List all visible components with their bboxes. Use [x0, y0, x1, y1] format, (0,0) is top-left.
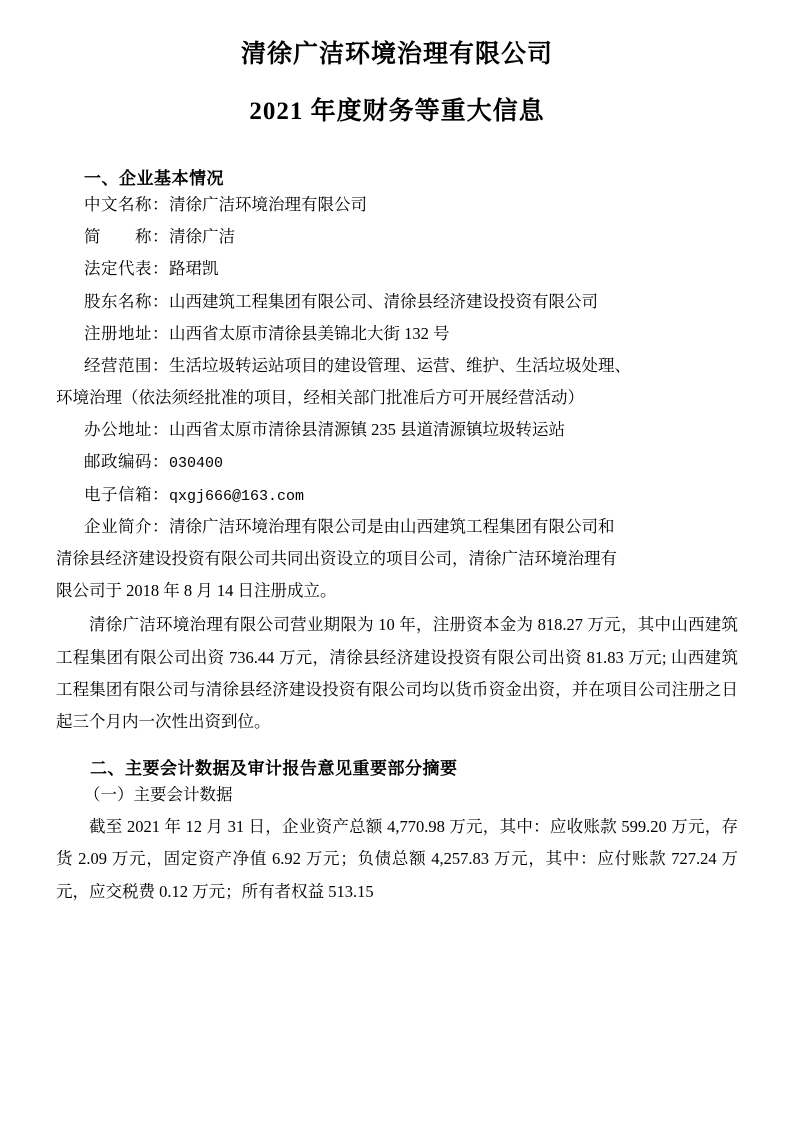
field-value: 清徐广洁环境治理有限公司 — [169, 195, 367, 214]
field-label: 简 称： — [84, 227, 169, 247]
field-value: 路珺凯 — [169, 259, 219, 279]
page-title-line-1: 清徐广洁环境治理有限公司 — [240, 41, 553, 68]
field-office-address — [56, 414, 738, 446]
field-value: 山西建筑工程集团有限公司、清徐县经济建设投资有限公司 — [169, 291, 598, 311]
field-value: 山西省太原市清徐县美锦北大街 132 号 — [169, 323, 450, 343]
field-business-scope-line-2: 环境治理（依法须经批准的项目，经相关部门批准后方可开展经营活动） — [56, 388, 584, 408]
field-value: 030400 — [169, 455, 224, 473]
field-registered-address — [56, 318, 738, 350]
field-value: 山西省太原市清徐县清源镇 235 县道清源镇垃圾转运站 — [169, 420, 565, 440]
field-value: 清徐广洁环境治理有限公司是由山西建筑工程集团有限公司和 — [169, 516, 615, 536]
field-value: qxgj666@163.com — [169, 487, 305, 505]
field-label: 法定代表： — [84, 259, 169, 279]
field-label: 企业简介： — [84, 516, 169, 536]
company-profile-line-2: 清徐县经济建设投资有限公司共同出资设立的项目公司，清徐广洁环境治理有 — [56, 549, 617, 569]
field-business-scope-line-1 — [56, 350, 738, 382]
field-email — [56, 479, 738, 511]
field-label: 办公地址： — [84, 420, 169, 440]
field-label: 电子信箱： — [84, 484, 169, 504]
company-profile-line-3: 限公司于 2018 年 8 月 14 日注册成立。 — [56, 581, 337, 601]
field-label: 邮政编码： — [84, 452, 169, 472]
section-heading-company-basics: 一、企业基本情况 — [84, 169, 224, 188]
page-title-line-2: 2021 年度财务等重大信息 — [249, 98, 545, 125]
field-short-name — [56, 221, 738, 253]
field-label: 中文名称： — [84, 195, 169, 214]
field-postal-code — [56, 446, 738, 478]
field-label: 股东名称： — [84, 291, 169, 311]
field-legal-representative — [56, 253, 738, 285]
field-label: 经营范围： — [84, 355, 169, 375]
field-chinese-name — [56, 189, 738, 221]
registered-capital-paragraph: 清徐广洁环境治理有限公司营业期限为 10 年，注册资本金为 818.27 万元，其中山西建筑工程集团有限公司出资 736.44 万元，清徐县经济建设投资有限公司出资 81.83 万元; 山西建筑工程集团有限公司与清徐县经济建设投资有限公司均以货币资金出资，并在项目公司注册之日起三个月内一次性出资到位。 — [56, 615, 738, 731]
sub-heading-main-accounting-data: （一）主要会计数据 — [84, 785, 233, 805]
accounting-data-paragraph: 截至 2021 年 12 月 31 日，企业资产总额 4,770.98 万元，其中：应收账款 599.20 万元，存货 2.09 万元，固定资产净值 6.92 万元；负债总额 4,257.83 万元，其中：应付账款 727.24 万元，应交税费 0.12 万元；所有者权益 513.15 — [56, 817, 738, 901]
field-company-profile-line-1 — [56, 511, 738, 543]
field-value: 清徐广洁 — [169, 227, 235, 247]
field-value: 生活垃圾转运站项目的建设管理、运营、维护、生活垃圾处理、 — [169, 355, 631, 375]
section-heading-accounting-data: 二、主要会计数据及审计报告意见重要部分摘要 — [90, 759, 458, 779]
field-label: 注册地址： — [84, 323, 169, 343]
field-shareholders — [56, 286, 738, 318]
